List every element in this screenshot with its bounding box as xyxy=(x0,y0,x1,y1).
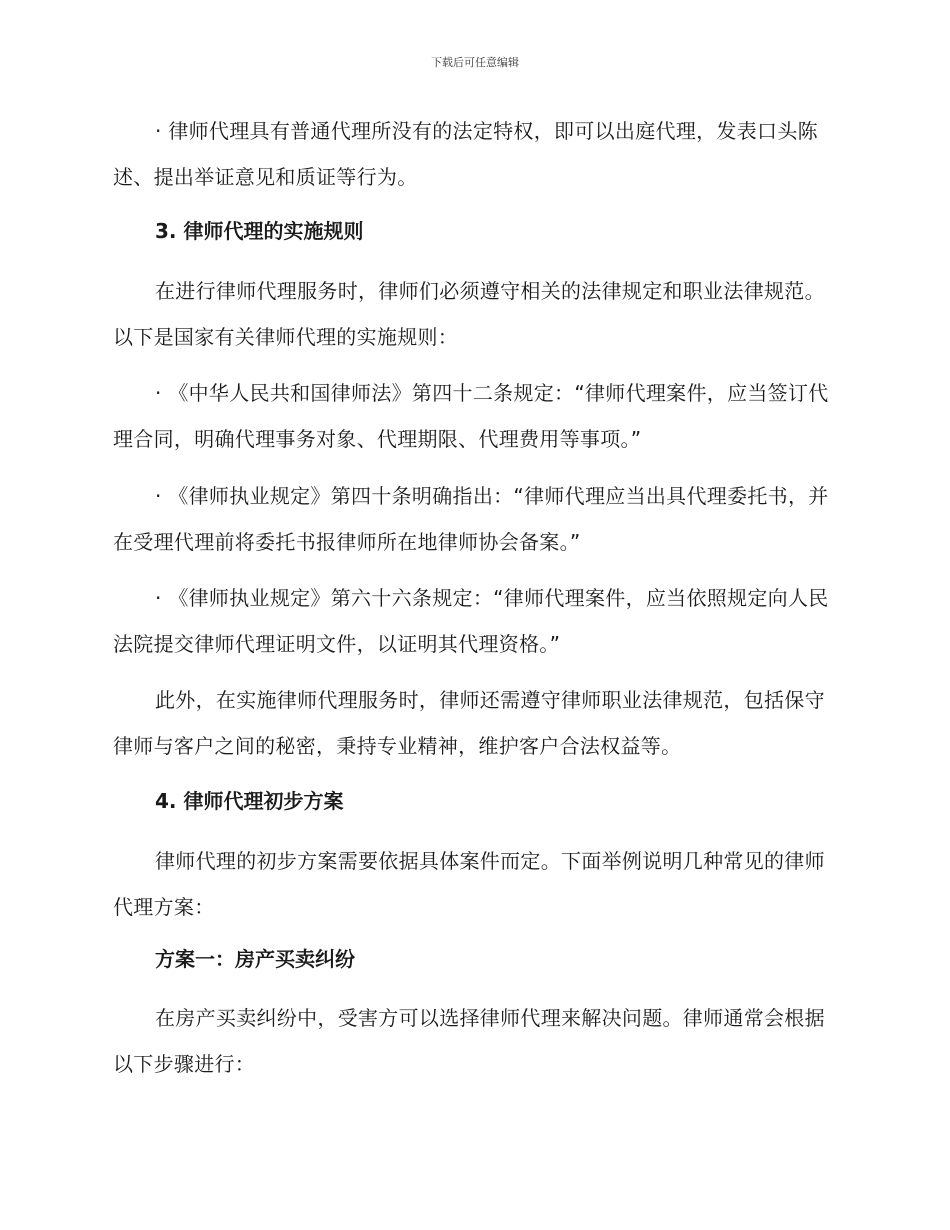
section-heading-preliminary-plan: 4. 律师代理初步方案 xyxy=(155,789,344,813)
paragraph-plan-intro: 律师代理的初步方案需要依据具体案件而定。下面举例说明几种常见的律师代理方案： xyxy=(113,849,825,919)
paragraph-plan-one-steps: 在房产买卖纠纷中，受害方可以选择律师代理来解决问题。律师通常会根据以下步骤进行： xyxy=(113,1006,825,1076)
paragraph-rule-practice-40: · 《律师执业规定》第四十条明确指出：“律师代理应当出具代理委托书，并在受理代理前将委托书报律师所在地律师协会备案。” xyxy=(113,484,829,554)
subsection-heading-plan-one: 方案一：房产买卖纠纷 xyxy=(155,947,355,971)
page-header: 下载后可任意编辑 xyxy=(431,56,519,69)
paragraph-rule-lawyer-law: · 《中华人民共和国律师法》第四十二条规定：“律师代理案件，应当签订代理合同，明确代理事务对象、代理期限、代理费用等事项。” xyxy=(113,381,829,451)
paragraph-rule-practice-66: · 《律师执业规定》第六十六条规定：“律师代理案件，应当依照规定向人民法院提交律师代理证明文件，以证明其代理资格。” xyxy=(113,586,829,656)
section-heading-rules: 3. 律师代理的实施规则 xyxy=(155,219,364,243)
paragraph-professional-norms: 此外，在实施律师代理服务时，律师还需遵守律师职业法律规范，包括保守律师与客户之间的秘密，秉持专业精神，维护客户合法权益等。 xyxy=(113,688,825,758)
paragraph-rules-intro: 在进行律师代理服务时，律师们必须遵守相关的法律规定和职业法律规范。以下是国家有关律师代理的实施规则： xyxy=(113,279,825,349)
paragraph-privilege: · 律师代理具有普通代理所没有的法定特权，即可以出庭代理，发表口头陈述、提出举证意见和质证等行为。 xyxy=(113,119,818,189)
